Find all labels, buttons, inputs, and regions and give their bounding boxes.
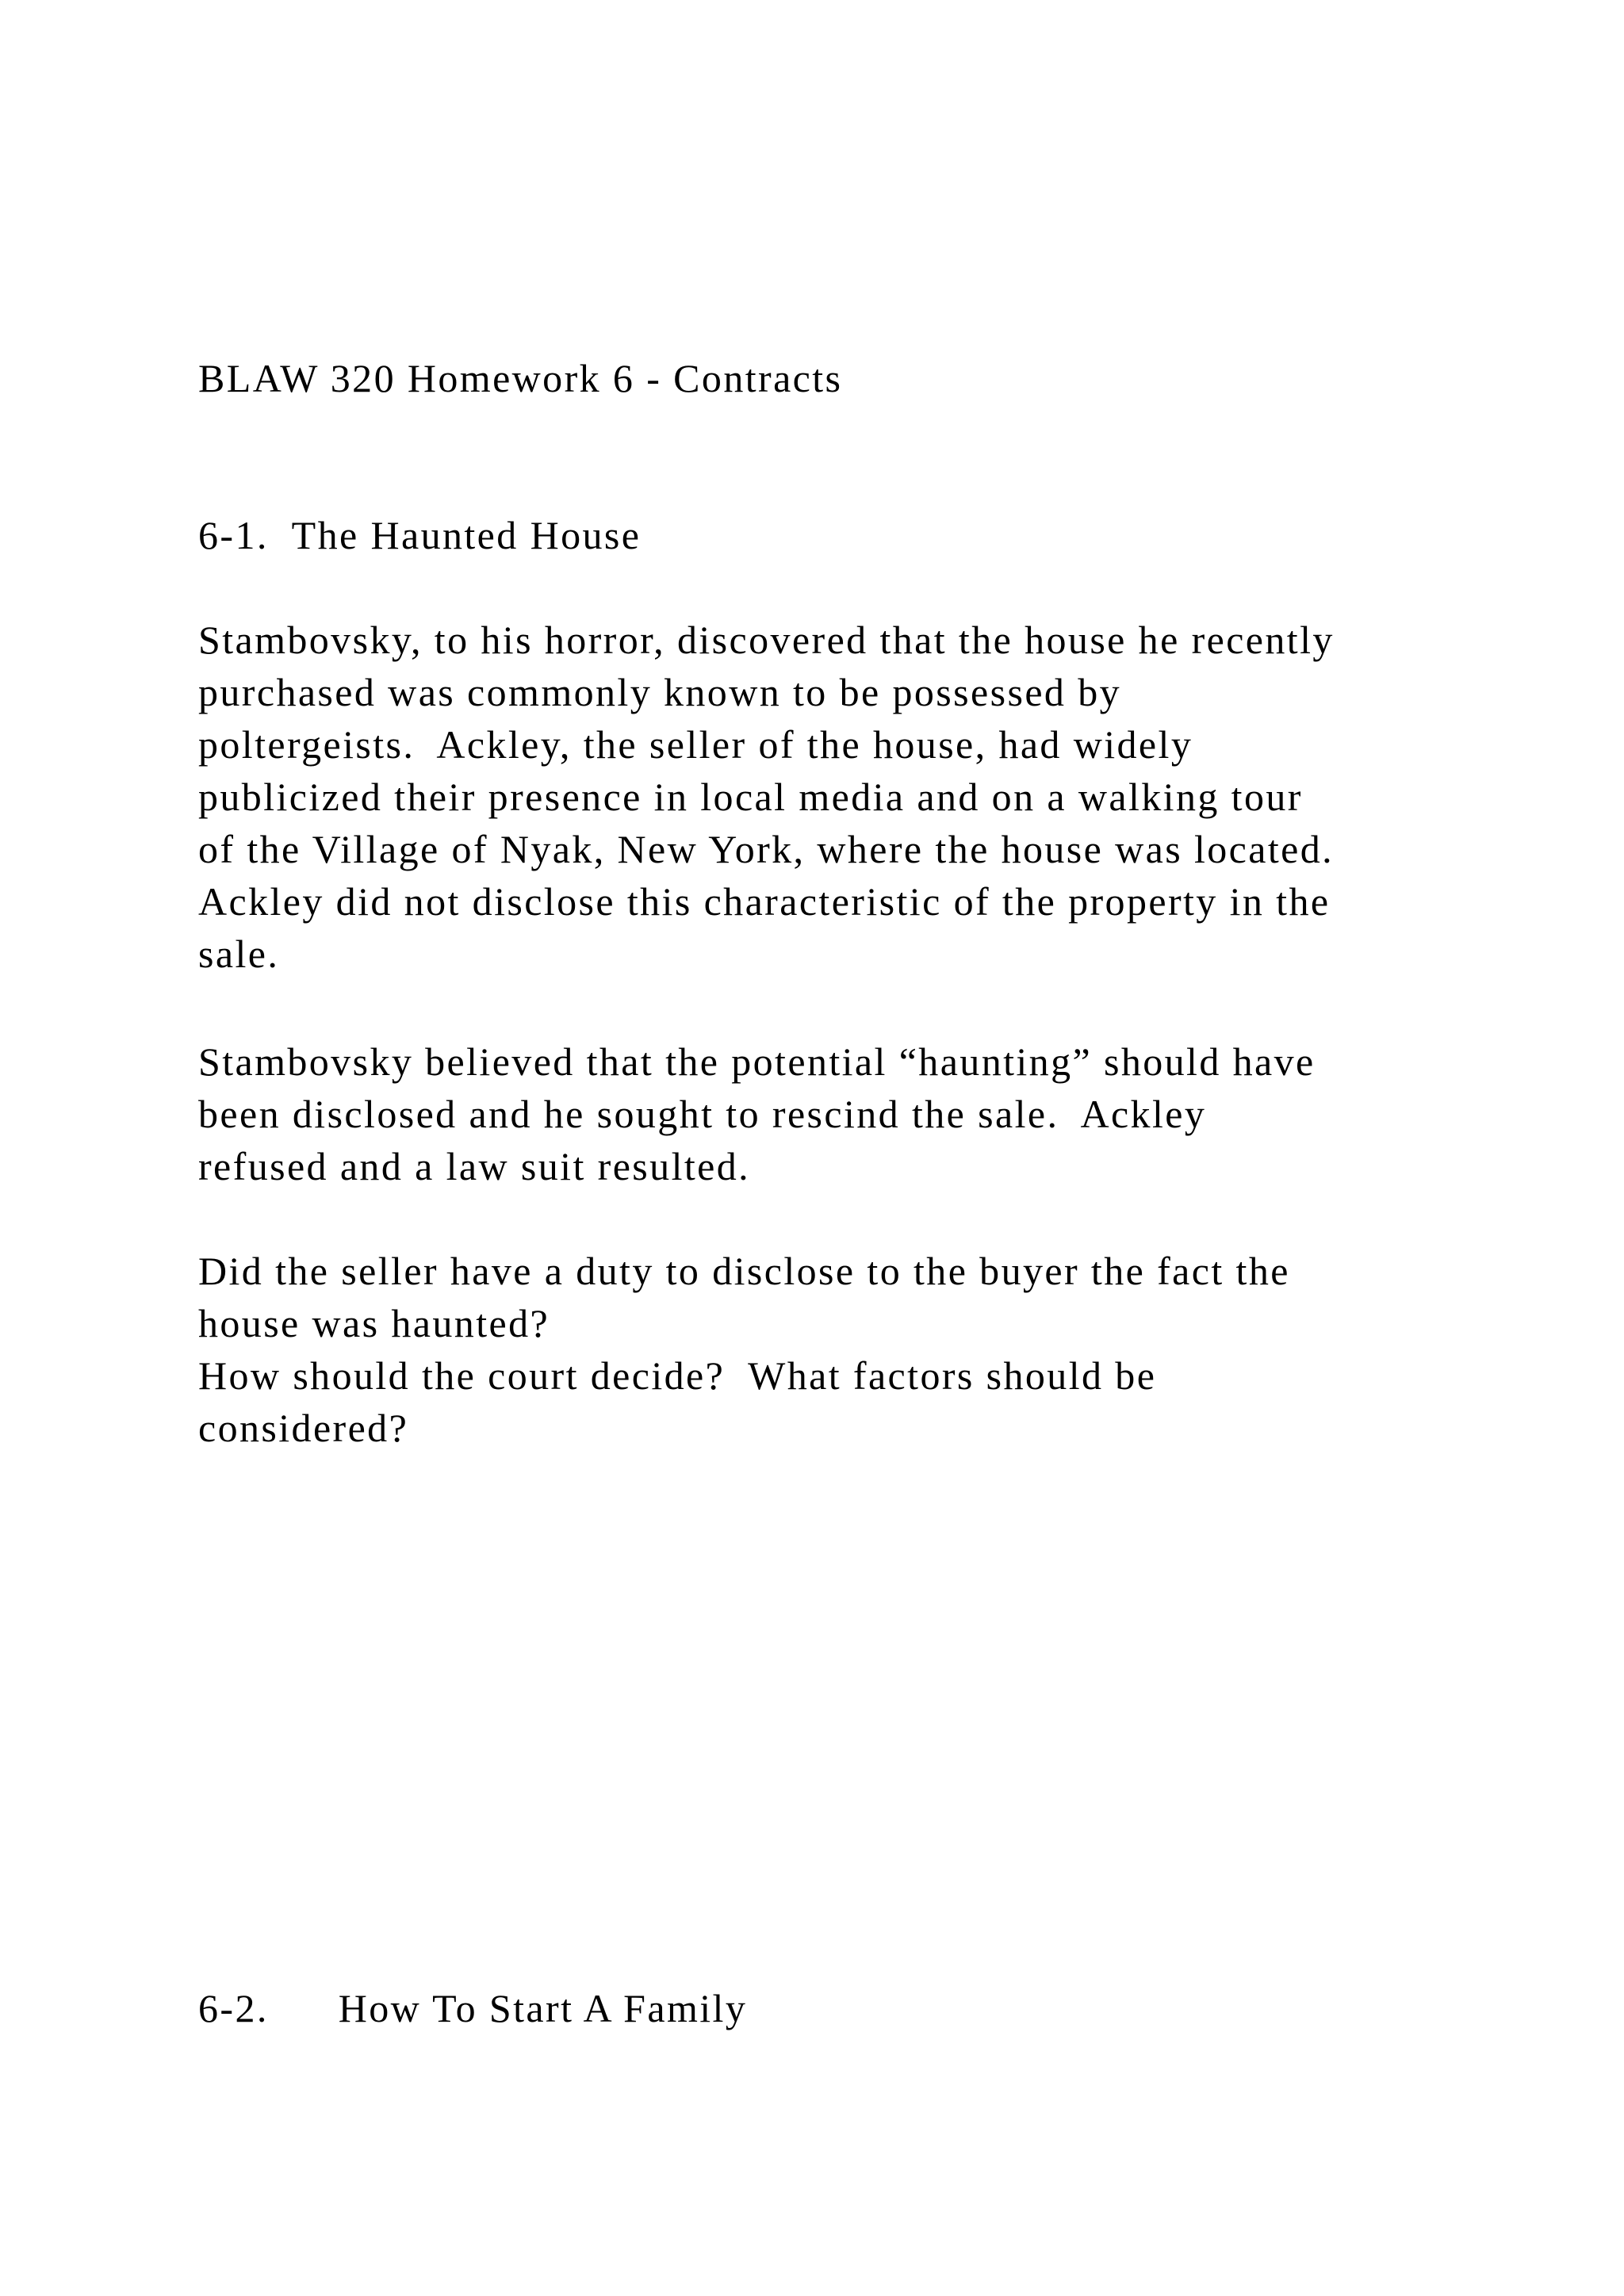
- question-line: house was haunted?: [198, 1301, 550, 1345]
- paragraph-line: poltergeists. Ackley, the seller of the house, had widely: [198, 722, 1193, 767]
- paragraph-line: purchased was commonly known to be possessed by: [198, 670, 1122, 714]
- paragraph-line: Stambovsky believed that the potential “haunting” should have: [198, 1039, 1316, 1084]
- document-title: BLAW 320 Homework 6 - Contracts: [198, 356, 843, 400]
- paragraph-line: sale.: [198, 932, 280, 976]
- question-line: Did the seller have a duty to disclose to the buyer the fact the: [198, 1249, 1290, 1293]
- paragraph-line: of the Village of Nyak, New York, where the house was located.: [198, 827, 1335, 871]
- section-2-number: 6-2.: [198, 1986, 269, 2030]
- question-line: How should the court decide? What factors should be: [198, 1353, 1157, 1398]
- paragraph-line: refused and a law suit resulted.: [198, 1144, 751, 1188]
- section-2-heading: [198, 1982, 747, 2034]
- section-2-title: How To Start A Family: [338, 1986, 748, 2030]
- paragraph-line: Stambovsky, to his horror, discovered that the house he recently: [198, 618, 1335, 662]
- paragraph-line: been disclosed and he sought to rescind the sale. Ackley: [198, 1092, 1207, 1136]
- section-1-heading: 6-1. The Haunted House: [198, 513, 642, 557]
- paragraph-line: publicized their presence in local media and on a walking tour: [198, 775, 1303, 819]
- question-line: considered?: [198, 1406, 409, 1450]
- paragraph-line: Ackley did not disclose this characteristic of the property in the: [198, 879, 1331, 924]
